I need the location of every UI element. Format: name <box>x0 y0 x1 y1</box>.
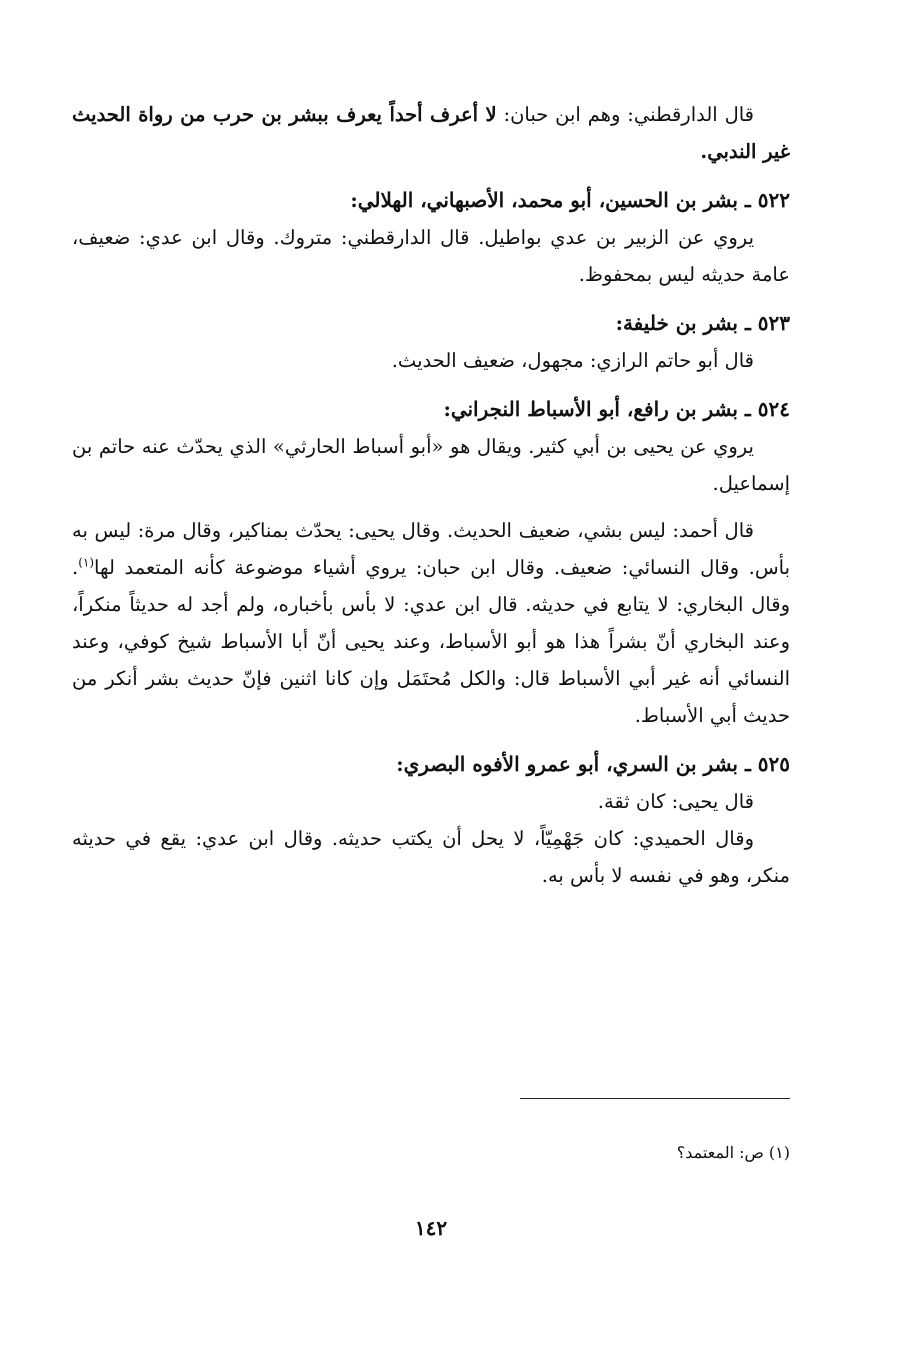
book-page <box>72 96 790 1256</box>
entry-522-text: يروي عن الزبير بن عدي بواطيل. قال الدارقطني: متروك. وقال ابن عدي: ضعيف، عامة حديثه ليس بمحفوظ. <box>72 226 790 286</box>
page-number: ١٤٢ <box>414 1216 448 1240</box>
entry-523-heading: ٥٢٣ ـ بشر بن خليفة: <box>615 311 790 335</box>
entry-524-long-text <box>72 512 790 734</box>
entry-525-text-2: وقال الحميدي: كان جَهْمِيّاً، لا يحل أن يكتب حديثه. وقال ابن عدي: يقع في حديثه منكر، وهو في نفسه لا بأس به. <box>72 827 790 887</box>
entry-524-long-part1: قال أحمد: ليس بشي، ضعيف الحديث. وقال يحيى: يحدّث بمناكير، وقال مرة: ليس به بأس. وقال النسائي: ضعيف. وقال ابن حبان: يروي أشياء موضوعة كأنه المتعمد لها <box>72 519 790 579</box>
entry-525-text-1: قال يحيى: كان ثقة. <box>597 790 754 813</box>
entry-524-text: يروي عن يحيى بن أبي كثير. ويقال هو «أبو أسباط الحارثي» الذي يحدّث عنه حاتم بن إسماعيل. <box>72 435 790 495</box>
footnote: (١) ص: المعتمد؟ <box>676 1143 790 1162</box>
intro-bold-text: لا أعرف أحداً يعرف ببشر بن حرب من رواة الحديث غير الندبي. <box>72 103 790 163</box>
intro-paragraph <box>72 96 790 170</box>
footnote-marker: (١) <box>78 555 95 570</box>
footnote-separator <box>520 1098 790 1099</box>
entry-524-heading: ٥٢٤ ـ بشر بن رافع، أبو الأسباط النجراني: <box>443 397 790 421</box>
entry-524-long-part2: . وقال البخاري: لا يتابع في حديثه. قال ابن عدي: لا بأس بأخباره، ولم أجد له حديثاً منكراً، وعند البخاري أنّ بشراً هذا هو أبو الأسباط، وعند يحيى أنّ أبا الأسباط شيخ كوفي، وعند النسائي أنه غير أبي الأسباط قال: والكل مُحتَمَل وإن كانا اثنين فإنّ حديث بشر أنكر من حديث أبي الأسباط. <box>72 556 790 727</box>
intro-plain-text: قال الدارقطني: وهم ابن حبان: <box>496 103 755 126</box>
entry-522-heading: ٥٢٢ ـ بشر بن الحسين، أبو محمد، الأصبهاني، الهلالي: <box>350 188 790 212</box>
entry-525-heading: ٥٢٥ ـ بشر بن السري، أبو عمرو الأفوه البصري: <box>396 752 790 776</box>
entry-523-text: قال أبو حاتم الرازي: مجهول، ضعيف الحديث. <box>391 349 754 372</box>
